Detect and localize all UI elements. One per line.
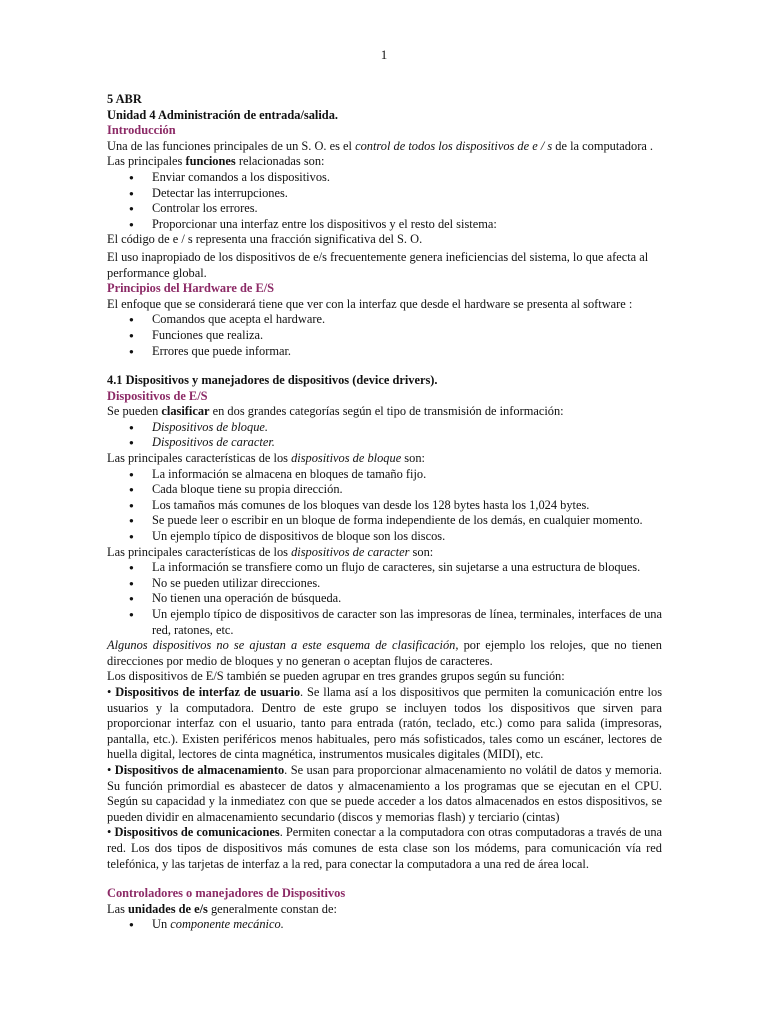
document-body <box>107 92 662 933</box>
list-item: ● Dispositivos de bloque. <box>107 420 662 436</box>
list-item: ● Errores que puede informar. <box>107 344 662 360</box>
list-item: ● Dispositivos de caracter. <box>107 435 662 451</box>
list-item: ● Enviar comandos a los dispositivos. <box>107 170 662 186</box>
char-features-list <box>107 560 662 638</box>
group-storage: • Dispositivos de almacenamiento. Se usan para proporcionar almacenamiento no volátil de datos y memoria. Su función primordial es abastecer de datos y almacenamiento a los programas que se ejecutan en el CPU. Según su capacidad y la inmediatez con que se puede acceder a los datos almacenados en estos dispositivos, se pueden dividir en almacenamiento secundario (discos y memorias flash) y terciario (cintas) <box>107 762 663 824</box>
list-item: ● Los tamaños más comunes de los bloques van desde los 128 bytes hasta los 1,024 bytes. <box>107 498 662 514</box>
hardware-list <box>107 312 662 359</box>
intro-heading: Introducción <box>107 123 176 138</box>
section-4-1-title: 4.1 Dispositivos y manejadores de dispositivos (device drivers). <box>107 373 438 388</box>
list-item: ● Se puede leer o escribir en un bloque de forma independiente de los demás, en cualquier momento. <box>107 513 662 529</box>
intro-paragraph-1: Una de las funciones principales de un S. O. es el control de todos los dispositivos de e / s de la computadora . <box>107 138 654 153</box>
list-item: ● Comandos que acepta el hardware. <box>107 312 662 328</box>
list-item: ● Detectar las interrupciones. <box>107 186 662 202</box>
hardware-heading: Principios del Hardware de E/S <box>107 281 275 296</box>
intro-paragraph-2: Las principales funciones relacionadas son: <box>107 154 325 169</box>
list-item: ● No se pueden utilizar direcciones. <box>107 576 662 592</box>
groups-intro: Los dispositivos de E/S también se pueden agrupar en tres grandes grupos según su función: <box>107 669 565 684</box>
list-item: ● La información se almacena en bloques de tamaño fijo. <box>107 467 662 483</box>
intro-paragraph-3: El código de e / s representa una fracción significativa del S. O. <box>107 232 423 247</box>
hardware-paragraph: El enfoque que se considerará tiene que ver con la interfaz que desde el hardware se presenta al software : <box>107 296 633 311</box>
functions-list <box>107 170 662 232</box>
controllers-paragraph: Las unidades de e/s generalmente constan de: <box>107 901 337 916</box>
list-item: ● Cada bloque tiene su propia dirección. <box>107 482 662 498</box>
date-line: 5 ABR <box>107 92 142 106</box>
group-communications: • Dispositivos de comunicaciones. Permiten conectar a la computadora con otras computadoras a través de una red. Los dos tipos de dispositivos más comunes de esta clase son los módems, para comunicación vía red telefónica, y las tarjetas de interfaz a la red, para conectar la computadora a una red de área local. <box>107 825 663 871</box>
list-item: ● Un ejemplo típico de dispositivos de bloque son los discos. <box>107 529 662 545</box>
block-intro: Las principales características de los dispositivos de bloque son: <box>107 451 425 466</box>
devices-heading: Dispositivos de E/S <box>107 388 208 403</box>
char-intro: Las principales características de los dispositivos de caracter son: <box>107 544 434 559</box>
categories-list <box>107 420 662 451</box>
intro-paragraph-4: El uso inapropiado de los dispositivos de e/s frecuentemente genera ineficiencias del sistema, lo que afecta al performance global. <box>107 249 649 280</box>
block-features-list <box>107 467 662 545</box>
list-item: ● La información se transfiere como un flujo de caracteres, sin sujetarse a una estructura de bloques. <box>107 560 662 576</box>
list-item: ● Controlar los errores. <box>107 201 662 217</box>
group-user-interface: • Dispositivos de interfaz de usuario. Se llama así a los dispositivos que permiten la comunicación entre los usuarios y la computadora. Dentro de este grupo se incluyen todos los dispositivos que sirven para proporcionar interfaz con el usuario, tanto para entrada (ratón, teclado, etc.) como para salida (impresoras, pantalla, etc.). Existen periféricos menos habituales, pero más sofisticados, tales como un escáner, lectores de huella digital, lectores de cinta magnética, instrumentos musicales digitales (MIDI), etc. <box>107 684 663 762</box>
page-number: 1 <box>380 47 388 62</box>
list-item: ● Un ejemplo típico de dispositivos de caracter son las impresoras de línea, terminales, interfaces de una red, ratones, etc. <box>107 607 662 638</box>
classification-note: Algunos dispositivos no se ajustan a este esquema de clasificación, por ejemplo los relojes, que no tienen direcciones por medio de bloques y no generan o aceptan flujos de caracteres. <box>107 638 662 668</box>
list-item: ● Proporcionar una interfaz entre los dispositivos y el resto del sistema: <box>107 217 662 233</box>
list-item: ● Un componente mecánico. <box>107 917 662 933</box>
unit-title: Unidad 4 Administración de entrada/salida. <box>107 107 338 122</box>
controllers-list <box>107 917 662 933</box>
list-item: ● Funciones que realiza. <box>107 328 662 344</box>
list-item: ● No tienen una operación de búsqueda. <box>107 591 662 607</box>
controllers-heading: Controladores o manejadores de Dispositivos <box>107 886 346 901</box>
classify-paragraph: Se pueden clasificar en dos grandes categorías según el tipo de transmisión de información: <box>107 404 564 419</box>
